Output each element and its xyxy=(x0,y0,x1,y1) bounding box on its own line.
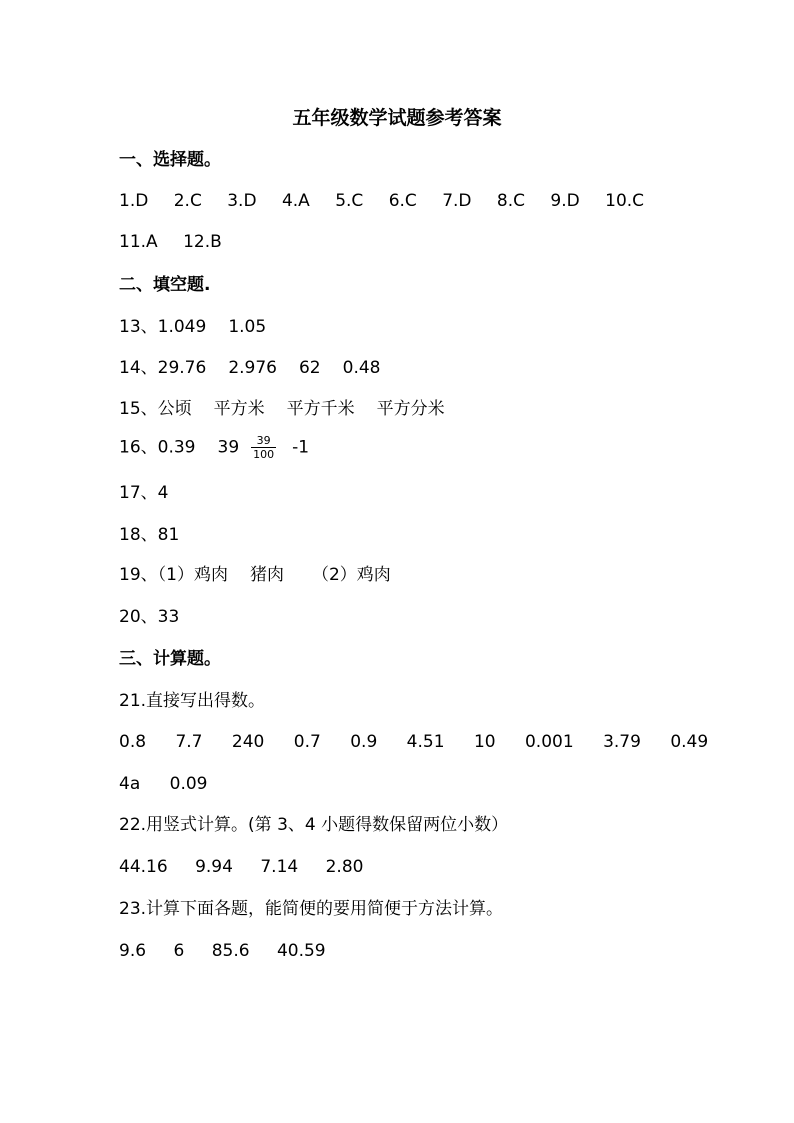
question-label: 13、 xyxy=(119,317,158,337)
question-label: 19、 xyxy=(119,565,158,585)
answer-value: 2.976 xyxy=(228,358,277,378)
answer-value: 平方米 xyxy=(213,399,265,419)
answer-value: 0.8 xyxy=(119,732,147,752)
answer-value: 平方千米 xyxy=(286,399,355,419)
answer-value: （1）鸡肉 xyxy=(157,565,228,585)
question-13 xyxy=(119,314,266,340)
answer-value: 240 xyxy=(231,732,265,752)
question-label: 14、 xyxy=(119,358,158,378)
answer-value: 33 xyxy=(157,607,180,627)
question-label: 20、 xyxy=(119,607,158,627)
answer-value: -1 xyxy=(292,437,310,458)
section2-heading: 二、填空题. xyxy=(119,275,211,295)
question-20 xyxy=(119,604,179,630)
answer-value: 1.049 xyxy=(157,317,207,337)
question-18 xyxy=(119,522,179,548)
answer-value: 7.14 xyxy=(260,857,299,877)
answer-4: 4.A xyxy=(281,191,310,211)
answer-value: 44.16 xyxy=(119,857,168,877)
document-title: 五年级数学试题参考答案 xyxy=(292,107,502,129)
answer-3: 3.D xyxy=(227,191,257,211)
answer-value: 0.49 xyxy=(670,732,709,752)
question-21-row1 xyxy=(119,729,708,755)
section1-heading: 一、选择题。 xyxy=(119,150,221,170)
question-17 xyxy=(119,480,168,506)
answer-value: 6 xyxy=(173,941,185,961)
question-23-answers xyxy=(119,938,326,964)
answer-10: 10.C xyxy=(605,191,645,211)
answer-1: 1.D xyxy=(119,191,149,211)
answer-value: 9.6 xyxy=(119,941,147,961)
fraction-denominator: 100 xyxy=(253,448,275,461)
answer-value: 85.6 xyxy=(211,941,250,961)
question-label: 17、 xyxy=(119,483,158,503)
answer-2: 2.C xyxy=(173,191,202,211)
answer-12: 12.B xyxy=(183,232,222,252)
question-15 xyxy=(119,396,445,422)
answer-value: 3.79 xyxy=(603,732,641,752)
answer-value: 0.001 xyxy=(524,732,574,752)
answer-value: 0.48 xyxy=(342,358,381,378)
answer-value: 4 xyxy=(157,483,169,503)
answer-value: 0.09 xyxy=(169,774,208,794)
question-14 xyxy=(119,355,380,381)
answer-8: 8.C xyxy=(496,191,526,211)
answer-7: 7.D xyxy=(442,191,472,211)
question-16 xyxy=(119,434,309,461)
question-label: 18、 xyxy=(119,525,158,545)
answer-value: 平方分米 xyxy=(376,399,445,419)
answer-value: 10 xyxy=(473,732,496,752)
section3-heading: 三、计算题。 xyxy=(119,649,221,669)
answer-6: 6.C xyxy=(388,191,417,211)
answer-value: 9.94 xyxy=(195,857,233,877)
question-22-text: 22.用竖式计算。(第 3、4 小题得数保留两位小数） xyxy=(119,815,509,835)
fraction-numerator: 39 xyxy=(251,434,276,448)
answer-value: 0.7 xyxy=(293,732,321,752)
question-22-answers xyxy=(119,854,363,880)
answer-value: 40.59 xyxy=(276,941,326,961)
answer-value: 2.80 xyxy=(325,857,364,877)
answer-5: 5.C xyxy=(335,191,364,211)
question-21-row2 xyxy=(119,771,208,797)
answer-value: 29.76 xyxy=(157,358,207,378)
choice-answers-row1 xyxy=(119,188,644,214)
answer-value: 1.05 xyxy=(228,317,267,337)
choice-answers-row2 xyxy=(119,229,222,255)
answer-value: 0.9 xyxy=(350,732,378,752)
answer-11: 11.A xyxy=(119,232,158,252)
question-21-text: 21.直接写出得数。 xyxy=(119,691,266,711)
question-label: 16、 xyxy=(119,437,158,458)
answer-value: 4a xyxy=(119,774,141,794)
answer-value: 猪肉 xyxy=(249,565,284,585)
answer-value: 62 xyxy=(298,358,321,378)
question-label: 15、 xyxy=(119,399,158,419)
fraction xyxy=(251,434,276,461)
answer-value: 公顷 xyxy=(157,399,192,419)
answer-value: 0.39 xyxy=(157,437,196,458)
question-23-text: 23.计算下面各题，能简便的要用简便于方法计算。 xyxy=(119,899,504,919)
answer-value: （2）鸡肉 xyxy=(311,565,391,585)
answer-value: 7.7 xyxy=(175,732,203,752)
question-19 xyxy=(119,562,391,588)
answer-value: 4.51 xyxy=(406,732,445,752)
answer-value: 39 xyxy=(217,437,240,458)
answer-value: 81 xyxy=(157,525,180,545)
answer-9: 9.D xyxy=(550,191,580,211)
